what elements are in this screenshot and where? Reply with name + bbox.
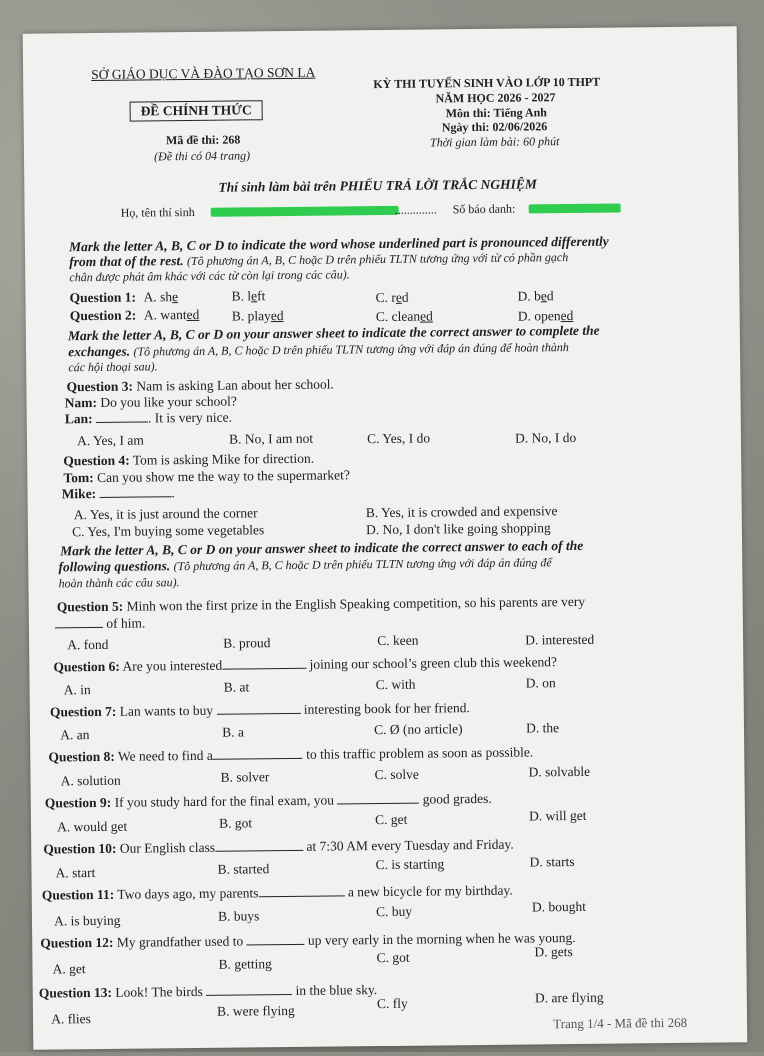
q5-option-c: C. keen [377,632,419,649]
q5-option-b: B. proud [223,635,271,651]
q4-line-mike: Mike: . [61,485,175,502]
subject: Môn thi: Tiếng Anh [445,105,548,121]
q4-option-c: C. Yes, I'm buying some vegetables [71,522,265,540]
page-count: (Đề thi có 04 trang) [154,148,251,164]
question-3: Question 3: Nam is asking Lan about her school. [66,376,334,395]
answer-blank [215,839,303,852]
official-label: ĐỀ CHÍNH THỨC [130,100,263,121]
answer-blank [337,792,419,805]
question-13: Question 13: Look! The birds in the blue sky. [38,982,378,1001]
q7-option-d: D. the [526,720,560,736]
q5-line2: of him. [55,615,146,632]
q5-option-a: A. fond [67,636,109,653]
answer-blank [222,657,306,670]
answer-blank [216,702,300,715]
redacted-name [211,206,399,217]
question-12: Question 12: My grandfather used to up very early in the morning when he was young. [40,929,576,951]
q2-option-a: A. wanted [143,306,200,323]
question-1-label: Question 1: [69,289,137,306]
question-11: Question 11: Two days ago, my parents a new bicycle for my birthday. [41,882,513,903]
q7-option-c: C. Ø (no article) [374,721,463,738]
q7-option-a: A. an [60,727,90,743]
school-year: NĂM HỌC 2026 - 2027 [435,90,556,106]
answer-sheet-instruction: Thí sinh làm bài trên PHIẾU TRẢ LỜI TRẮC NGHIỆM [218,176,537,195]
q2-option-d: D. opened [517,307,574,324]
q6-option-b: B. at [223,679,250,695]
question-6: Question 6: Are you interested joining our school’s green club this weekend? [53,654,558,675]
candidate-name-label: Họ, tên thí sinh [120,204,195,220]
answer-blank [55,616,103,629]
q8-option-d: D. solvable [528,763,591,780]
q4-option-d: D. No, I don't like going shopping [365,520,551,538]
q7-option-b: B. a [222,724,244,740]
exam-code: Mã đề thi: 268 [165,132,241,148]
q6-option-a: A. in [63,682,91,698]
q4-option-a: A. Yes, it is just around the corner [73,505,258,523]
section3-vi-line2: hoàn thành các câu sau). [58,575,180,591]
q13-option-c: C. fly [376,995,408,1012]
q10-option-c: C. is starting [375,856,445,873]
q10-option-b: B. started [217,861,270,877]
q5-option-d: D. interested [525,631,595,648]
department-name: SỞ GIÁO DỤC VÀ ĐÀO TẠO SƠN LA [91,64,316,83]
answer-blank [213,747,303,760]
q12-option-c: C. got [376,949,410,966]
q1-option-d: D. bed [517,288,554,304]
q11-option-d: D. bought [531,898,587,915]
name-dots: .............. [394,202,437,217]
q8-option-a: A. solution [60,772,121,789]
q3-line-nam: Nam: Do you like your school? [64,393,237,411]
q3-option-c: C. Yes, I do [367,430,431,447]
q2-option-b: B. played [231,308,284,324]
q1-option-a: A. she [143,289,179,305]
question-9: Question 9: If you study hard for the final exam, you good grades. [44,790,492,811]
q8-option-c: C. solve [374,766,419,783]
exam-title: KỲ THI TUYỂN SINH VÀO LỚP 10 THPT [373,74,601,92]
question-4: Question 4: Tom is asking Mike for direction. [63,450,315,469]
q13-option-d: D. are flying [534,989,604,1006]
q9-option-a: A. would get [57,818,128,835]
section2-vi-line1: (Tô phương án A, B, C hoặc D trên phiếu TLTN tương ứng với đáp án đúng để hoàn thành [133,340,569,359]
q11-option-c: C. buy [375,903,413,920]
q13-option-b: B. were flying [216,1002,295,1019]
q12-option-d: D. gets [534,944,573,960]
q3-line-lan: Lan: . It is very nice. [64,409,233,427]
answer-blank [206,983,292,996]
answer-blank [246,933,304,946]
redacted-id [529,203,621,213]
q10-option-a: A. start [55,865,96,881]
section1-instruction-line1: Mark the letter A, B, C or D to indicate the word whose underlined part is pronounced differently [68,233,609,255]
section3-instruction-line1: Mark the letter A, B, C or D on your answer sheet to indicate the correct answer to each of the [60,537,584,559]
question-5: Question 5: Minh won the first prize in the English Speaking competition, so his parents are very [56,593,586,615]
q6-option-d: D. on [525,675,556,691]
q6-option-c: C. with [375,676,416,693]
section2-instruction-line1: Mark the letter A, B, C or D on your answer sheet to indicate the correct answer to complete the [67,322,600,344]
q9-option-c: C. get [374,811,408,828]
answer-blank [99,485,171,498]
q1-option-c: C. red [375,289,409,306]
q3-option-a: A. Yes, I am [77,432,144,449]
q9-option-b: B. got [219,815,253,831]
q11-option-b: B. buys [217,908,260,924]
q11-option-a: A. is buying [54,912,121,929]
q4-line-tom: Tom: Can you show me the way to the supermarket? [63,467,350,486]
q3-option-b: B. No, I am not [229,430,314,447]
answer-blank [96,410,148,423]
q12-option-a: A. get [52,961,86,977]
candidate-id-label: Số báo danh: [452,201,516,217]
q13-option-a: A. flies [51,1011,91,1027]
section2-instruction-line2: exchanges. [68,343,131,360]
q3-option-d: D. No, I do [515,429,577,446]
q1-option-b: B. left [231,288,266,304]
q2-option-c: C. cleaned [375,308,433,325]
q12-option-b: B. getting [218,956,272,972]
section1-vi-line2: chân được phát âm khác với các từ còn lại trong các câu). [69,267,350,285]
answer-blank [258,884,344,897]
question-10: Question 10: Our English class at 7:30 AM every Tuesday and Friday. [43,836,514,857]
exam-date: Ngày thi: 02/06/2026 [441,119,548,135]
question-2-label: Question 2: [69,307,137,324]
section1-vi-line1: (Tô phương án A, B, C hoặc D trên phiếu TLTN tương ứng với từ có phần gạch [186,250,569,269]
section2-vi-line2: các hội thoại sau). [68,359,158,375]
q10-option-d: D. starts [529,854,575,870]
q4-option-b: B. Yes, it is crowded and expensive [365,503,558,521]
q9-option-d: D. will get [528,807,587,824]
q8-option-b: B. solver [220,769,270,785]
section3-vi-line1: (Tô phương án A, B, C hoặc D trên phiếu TLTN tương ứng với đáp án đúng để [173,555,552,574]
section3-instruction-line2: following questions. [58,558,171,575]
question-7: Question 7: Lan wants to buy interesting book for her friend. [49,700,470,720]
section1-instruction-line2: from that of the rest. [69,253,184,270]
duration: Thời gian làm bài: 60 phút [429,134,560,150]
page-footer: Trang 1/4 - Mã đề thi 268 [553,1014,688,1032]
question-8: Question 8: We need to find a to this traffic problem as soon as possible. [48,744,534,765]
